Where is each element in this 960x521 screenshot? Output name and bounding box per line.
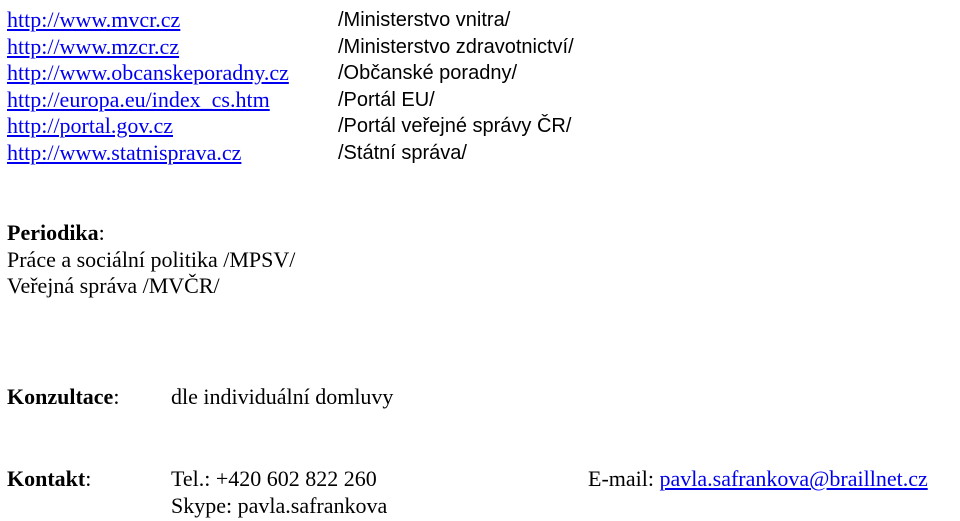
link-row (7, 34, 957, 61)
email-label: E-mail: (588, 466, 654, 491)
periodika-item: Veřejná správa /MVČR/ (7, 273, 220, 298)
link-description: /Ministerstvo zdravotnictví/ (338, 35, 574, 58)
link-row (7, 87, 957, 114)
links-list (7, 7, 957, 166)
link-row (7, 140, 957, 167)
konzultace-value: dle individuální domluvy (171, 384, 394, 409)
konzultace-label: Konzultace: (7, 384, 120, 409)
phone-number: Tel.: +420 602 822 260 (171, 466, 377, 491)
link-description: /Portál EU/ (338, 88, 435, 111)
link-mvcr[interactable]: http://www.mvcr.cz (7, 7, 181, 32)
link-statnisprava[interactable]: http://www.statnisprava.cz (7, 139, 242, 165)
link-obcanskeporadny[interactable]: http://www.obcanskeporadny.cz (7, 60, 289, 85)
link-description: /Portál veřejné správy ČR/ (338, 115, 572, 137)
link-row (7, 60, 957, 87)
kontakt-label: Kontakt: (7, 466, 92, 491)
link-europa[interactable]: http://europa.eu/index_cs.htm (7, 86, 270, 112)
periodika-section (7, 220, 295, 300)
link-description: /Státní správa/ (338, 141, 467, 164)
email-link[interactable]: pavla.safrankova@braillnet.cz (659, 466, 928, 491)
link-description: /Ministerstvo vnitra/ (338, 9, 511, 31)
periodika-item: Práce a sociální politika /MPSV/ (7, 246, 296, 272)
link-mzcr[interactable]: http://www.mzcr.cz (7, 33, 180, 59)
skype-contact: Skype: pavla.safrankova (171, 492, 388, 518)
periodika-heading: Periodika: (7, 220, 105, 245)
link-row (7, 113, 957, 140)
link-portal-gov[interactable]: http://portal.gov.cz (7, 113, 173, 138)
link-description: /Občanské poradny/ (338, 62, 517, 84)
email-contact (588, 466, 928, 493)
link-row (7, 7, 957, 34)
kontakt-section (7, 466, 957, 520)
